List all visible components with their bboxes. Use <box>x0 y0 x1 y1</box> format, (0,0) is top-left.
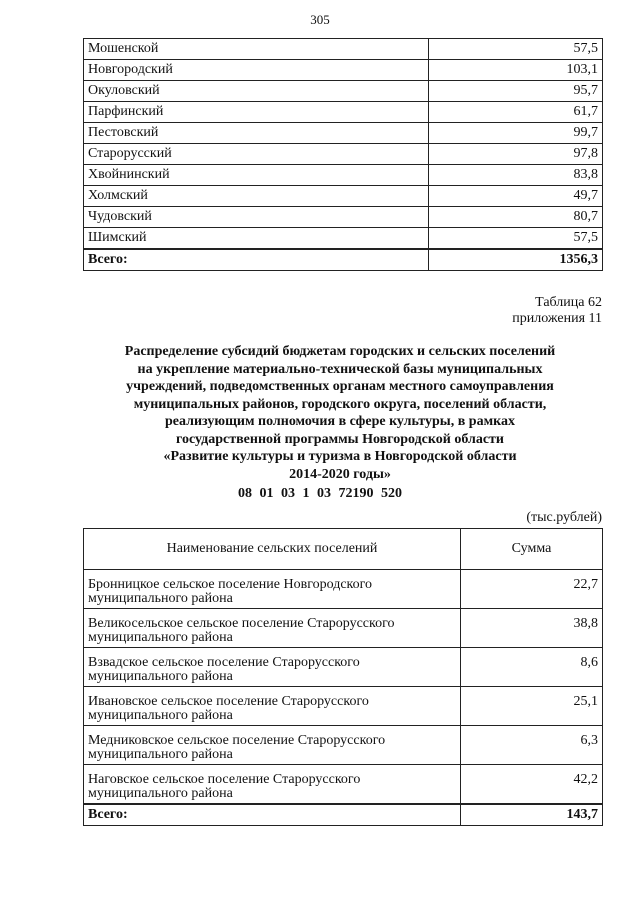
district-name: Парфинский <box>84 102 429 123</box>
settlement-name-line: Взвадское сельское поселение Старорусского <box>88 655 360 670</box>
district-name: Старорусский <box>84 144 429 165</box>
title-line: «Развитие культуры и туризма в Новгородской области <box>163 449 517 464</box>
table-row <box>84 570 603 609</box>
total-row <box>84 249 603 271</box>
district-name: Чудовский <box>84 207 429 228</box>
district-amount: 61,7 <box>429 102 603 123</box>
settlement-amount: 6,3 <box>461 726 603 765</box>
settlement-name <box>84 765 461 805</box>
budget-code: 08 01 03 1 03 72190 520 <box>238 486 402 501</box>
settlement-amount: 8,6 <box>461 648 603 687</box>
district-name: Холмский <box>84 186 429 207</box>
settlement-name-line: муниципального района <box>88 630 233 645</box>
district-amount: 95,7 <box>429 81 603 102</box>
district-amount: 57,5 <box>429 228 603 250</box>
district-name: Новгородский <box>84 60 429 81</box>
settlement-name <box>84 570 461 609</box>
district-amount: 49,7 <box>429 186 603 207</box>
units-label: (тыс.рублей) <box>526 510 602 525</box>
table-row <box>84 228 603 250</box>
total-label: Всего: <box>84 249 429 271</box>
total-label: Всего: <box>84 804 461 826</box>
district-amount: 103,1 <box>429 60 603 81</box>
table-number: Таблица 62 <box>535 295 602 310</box>
appendix-number: приложения 11 <box>512 311 602 326</box>
settlement-name <box>84 726 461 765</box>
title-line: на укрепление материально-технической базы муниципальных <box>137 361 543 377</box>
district-amount: 57,5 <box>429 39 603 60</box>
table-row <box>84 609 603 648</box>
table-row <box>84 39 603 60</box>
table-reference <box>512 295 602 327</box>
page-number: 305 <box>310 12 330 27</box>
header-settlement-name: Наименование сельских поселений <box>84 529 461 570</box>
header-sum: Сумма <box>461 529 603 570</box>
table-row <box>84 102 603 123</box>
table-row <box>84 186 603 207</box>
table-row <box>84 81 603 102</box>
district-amount: 97,8 <box>429 144 603 165</box>
total-amount: 143,7 <box>461 804 603 826</box>
table-row <box>84 144 603 165</box>
settlement-amount: 25,1 <box>461 687 603 726</box>
district-amount: 80,7 <box>429 207 603 228</box>
total-amount: 1356,3 <box>429 249 603 271</box>
settlement-name-line: муниципального района <box>88 591 233 606</box>
district-name: Хвойнинский <box>84 165 429 186</box>
settlement-name-line: Великосельское сельское поселение Старорусского <box>88 616 395 631</box>
district-name: Шимский <box>84 228 429 250</box>
settlement-name-line: Ивановское сельское поселение Старорусского <box>88 694 369 709</box>
settlement-name-line: Наговское сельское поселение Старорусского <box>88 772 361 787</box>
settlement-name <box>84 648 461 687</box>
settlement-name-line: муниципального района <box>88 669 233 684</box>
table-row <box>84 726 603 765</box>
title-line: муниципальных районов, городского округа, поселений области, <box>133 396 547 412</box>
table-row <box>84 648 603 687</box>
settlement-amount: 38,8 <box>461 609 603 648</box>
settlement-amount: 42,2 <box>461 765 603 805</box>
settlement-subsidies-table <box>83 528 603 826</box>
district-subsidies-table <box>83 38 603 271</box>
table-row <box>84 165 603 186</box>
title-line: 2014-2020 годы» <box>289 466 391 482</box>
table-row <box>84 123 603 144</box>
table-row <box>84 687 603 726</box>
settlement-name-line: муниципального района <box>88 747 233 762</box>
header-row <box>84 529 603 570</box>
settlement-name <box>84 687 461 726</box>
title-line: Распределение субсидий бюджетам городских и сельских поселений <box>124 344 556 359</box>
settlement-name-line: муниципального района <box>88 786 233 801</box>
total-row <box>84 804 603 826</box>
district-name: Пестовский <box>84 123 429 144</box>
table-row <box>84 207 603 228</box>
title-line: реализующим полномочия в сфере культуры, в рамках <box>165 414 515 429</box>
settlement-name-line: Медниковское сельское поселение Старорусского <box>88 733 386 748</box>
district-amount: 83,8 <box>429 165 603 186</box>
title-line: учреждений, подведомственных органам местного самоуправления <box>126 379 554 394</box>
settlement-name-line: муниципального района <box>88 708 233 723</box>
table-row <box>84 765 603 805</box>
district-name: Мошенской <box>84 39 429 60</box>
title-line: государственной программы Новгородской области <box>176 431 504 447</box>
settlement-name <box>84 609 461 648</box>
table-row <box>84 60 603 81</box>
table-title <box>60 343 620 483</box>
settlement-name-line: Бронницкое сельское поселение Новгородского <box>88 577 373 592</box>
settlement-amount: 22,7 <box>461 570 603 609</box>
district-name: Окуловский <box>84 81 429 102</box>
district-amount: 99,7 <box>429 123 603 144</box>
